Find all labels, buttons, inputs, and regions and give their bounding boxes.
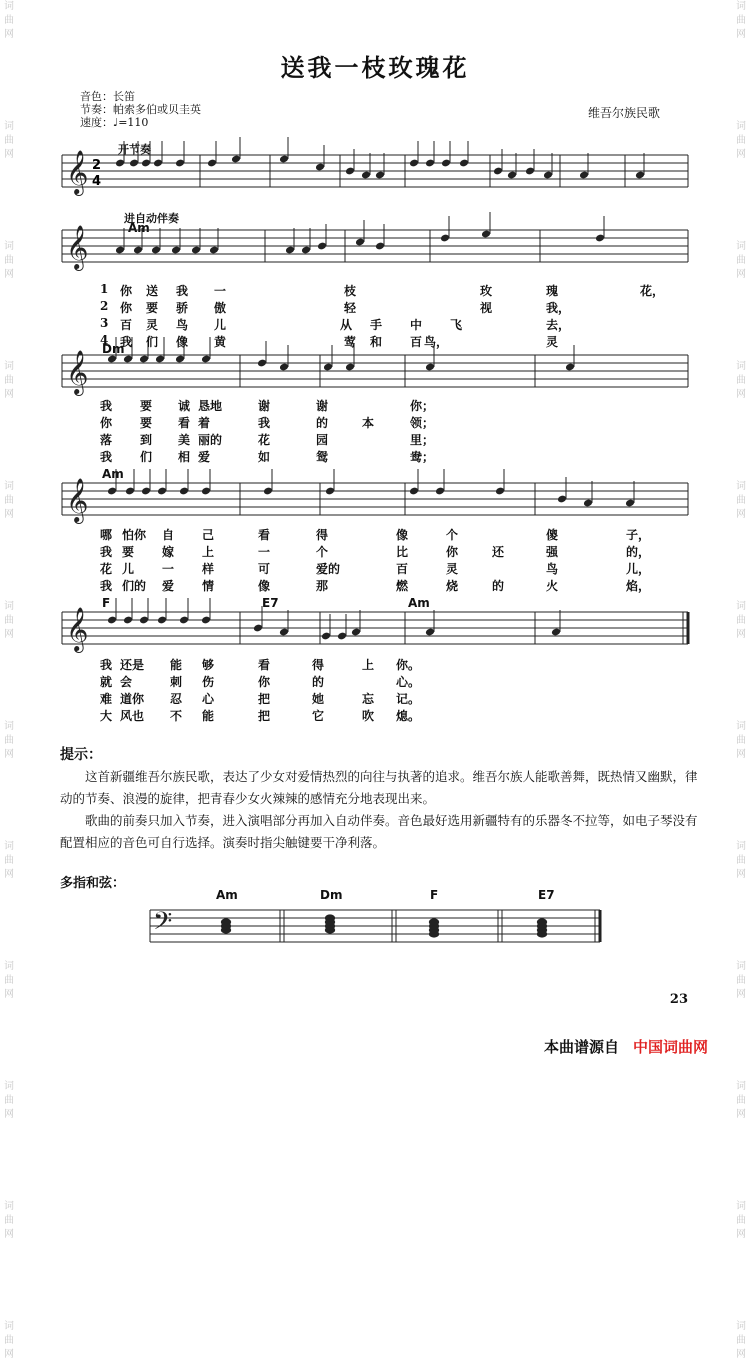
rhythm-label: 节奏：帕索多伯或贝圭英 <box>80 103 201 116</box>
page-number: 23 <box>669 992 688 1007</box>
lyric-word: 把 <box>258 709 271 723</box>
watermark-char: 词 <box>4 601 14 612</box>
watermark-char: 网 <box>736 989 746 1000</box>
lyric-line <box>100 316 680 332</box>
lyric-word: 把 <box>258 692 271 706</box>
watermark-char: 曲 <box>4 135 14 146</box>
watermark-char: 词 <box>4 1081 14 1092</box>
watermark-char: 网 <box>736 869 746 880</box>
lyric-word: 她 <box>312 692 325 706</box>
watermark-char: 词 <box>4 721 14 732</box>
time-signature-bottom: 4 <box>92 174 102 189</box>
lyric-word: 心 <box>202 692 215 706</box>
lyric-word: 我 <box>120 335 133 349</box>
lyric-line <box>100 526 680 542</box>
lyric-word: 玫 <box>480 284 493 298</box>
lyric-word: 鸯； <box>410 450 435 464</box>
lyric-word: 就 <box>100 675 113 689</box>
watermark-char: 网 <box>4 989 14 1000</box>
lyric-word: 我 <box>100 450 113 464</box>
watermark-char: 词 <box>736 121 746 132</box>
watermark-char: 网 <box>4 1349 14 1360</box>
lyric-line <box>100 707 680 723</box>
lyric-word: 儿 <box>122 562 135 576</box>
lyric-word: 里； <box>410 433 435 447</box>
treble-clef: 𝄞 <box>66 478 89 522</box>
lyric-word: 们 <box>140 450 153 464</box>
lyric-word: 可 <box>258 562 271 576</box>
lyric-word: 我， <box>546 301 571 315</box>
watermark-char: 网 <box>736 269 746 280</box>
watermark-char: 网 <box>736 29 746 40</box>
lyric-line <box>100 673 680 689</box>
lyric-word: 得 <box>316 528 329 542</box>
lyric-word: 莺 <box>344 335 357 349</box>
treble-clef: 𝄞 <box>66 350 89 394</box>
lyric-word: 个 <box>446 528 459 542</box>
lyric-word: 视 <box>480 301 493 315</box>
lyric-word: 要 <box>146 301 159 315</box>
instrument-label: 音色：长笛 <box>80 90 135 103</box>
watermark-char: 网 <box>4 389 14 400</box>
lyric-word: 们 <box>146 335 159 349</box>
watermark-char: 网 <box>4 629 14 640</box>
chord-chart-label-e7: E7 <box>538 888 555 902</box>
watermark-char: 网 <box>4 149 14 160</box>
lyric-word: 落 <box>100 433 113 447</box>
lyric-word: 己 <box>202 528 215 542</box>
watermark-char: 词 <box>4 1201 14 1212</box>
lyric-line <box>100 333 680 349</box>
watermark-char: 网 <box>4 29 14 40</box>
lyric-word: 我 <box>100 579 113 593</box>
watermark-char: 曲 <box>736 1215 746 1226</box>
lyric-word: 从 <box>340 318 353 332</box>
lyric-word: 爱的 <box>316 562 341 576</box>
lyric-word: 像 <box>396 528 409 542</box>
lyric-word: 一 <box>214 284 227 298</box>
lyric-word: 枝 <box>344 284 357 298</box>
lyric-word: 如 <box>258 450 271 464</box>
watermark-char: 曲 <box>4 375 14 386</box>
lyric-word: 谢 <box>258 399 271 413</box>
lyric-word: 百 <box>410 335 423 349</box>
lyric-line <box>100 299 680 315</box>
lyric-word: 你 <box>120 301 133 315</box>
lyric-word: 飞 <box>450 318 463 332</box>
chord-label-am: Am <box>128 221 150 235</box>
lyric-word: 中 <box>410 318 423 332</box>
lyric-word: 我 <box>100 658 113 672</box>
lyric-word: 手 <box>370 318 383 332</box>
lyric-line <box>100 543 680 559</box>
watermark-char: 词 <box>736 481 746 492</box>
watermark-char: 曲 <box>736 375 746 386</box>
lyric-word: 比 <box>396 545 409 559</box>
watermark-char: 曲 <box>4 495 14 506</box>
lyric-line <box>100 577 680 593</box>
lyric-word: 们的 <box>122 579 147 593</box>
watermark-char: 词 <box>736 361 746 372</box>
watermark-char: 网 <box>4 509 14 520</box>
watermark-char: 曲 <box>736 15 746 26</box>
lyric-word: 忘 <box>362 692 375 706</box>
source-site-link[interactable]: 中国词曲网 <box>632 1038 708 1056</box>
lyric-word: 那 <box>316 579 329 593</box>
watermark-char: 曲 <box>4 975 14 986</box>
watermark-group <box>4 1320 14 1362</box>
song-title: 送我一枝玫瑰花 <box>280 53 470 82</box>
watermark-group <box>4 1200 14 1242</box>
bass-clef: 𝄢 <box>153 907 173 942</box>
watermark-char: 曲 <box>4 15 14 26</box>
lyric-word: 骄 <box>176 301 189 315</box>
watermark-char: 曲 <box>4 1215 14 1226</box>
watermark-char: 网 <box>4 749 14 760</box>
lyric-word: 傻 <box>546 528 559 542</box>
watermark-char: 曲 <box>736 1095 746 1106</box>
lyric-word: 我 <box>258 416 271 430</box>
watermark-char: 词 <box>736 1 746 12</box>
watermark-char: 曲 <box>736 1335 746 1346</box>
lyric-word: 强 <box>546 545 559 559</box>
lyric-word: 我 <box>100 545 113 559</box>
lyric-word: 我 <box>100 399 113 413</box>
lyric-word: 要 <box>140 416 153 430</box>
lyric-line <box>100 656 680 672</box>
watermark-char: 词 <box>4 241 14 252</box>
lyric-word: 傲 <box>214 301 227 315</box>
lyric-word: 百 <box>120 318 133 332</box>
lyric-word: 鸟 <box>546 562 559 576</box>
lyric-word: 情 <box>202 579 215 593</box>
lyric-word: 的， <box>626 545 651 559</box>
lyric-word: 还 <box>492 545 505 559</box>
lyric-word: 燃 <box>396 579 409 593</box>
lyric-word: 上 <box>362 658 375 672</box>
lyric-word: 难 <box>100 692 113 706</box>
lyric-word: 3 <box>100 316 109 330</box>
lyric-word: 能 <box>170 658 183 672</box>
watermark-char: 网 <box>736 149 746 160</box>
lyric-word: 黄 <box>214 335 227 349</box>
lyric-word: 上 <box>202 545 215 559</box>
lyric-word: 美 <box>178 433 191 447</box>
lyric-word: 轻 <box>344 301 357 315</box>
lyric-word: 一 <box>258 545 271 559</box>
watermark-char: 词 <box>4 1 14 12</box>
lyric-word: 花， <box>640 284 665 298</box>
lyric-word: 吹 <box>362 709 375 723</box>
tips-paragraph-1: 这首新疆维吾尔族民歌，表达了少女对爱情热烈的向往与执著的追求。维吾尔族人能歌善舞，既热情又幽默，律动的节奏、浪漫的旋律，把青春少女火辣辣的感情充分地表现出来。 <box>60 769 698 806</box>
watermark-char: 网 <box>736 1229 746 1240</box>
watermark-char: 网 <box>736 1349 746 1360</box>
lyric-line <box>100 431 680 447</box>
lyric-line <box>100 414 680 430</box>
watermark-char: 网 <box>4 869 14 880</box>
lyric-line <box>100 448 680 464</box>
lyric-line <box>100 282 680 298</box>
chord-chart-label-am: Am <box>216 888 238 902</box>
lyric-word: 要 <box>140 399 153 413</box>
watermark-char: 词 <box>736 241 746 252</box>
lyric-word: 灵 <box>446 562 459 576</box>
watermark-char: 词 <box>4 121 14 132</box>
chord-label-am: Am <box>408 596 430 610</box>
lyric-word: 能 <box>202 709 215 723</box>
watermark-char: 曲 <box>736 135 746 146</box>
watermark-char: 词 <box>736 721 746 732</box>
lyric-word: 一 <box>162 562 175 576</box>
lyric-word: 刺 <box>170 675 183 689</box>
lyric-word: 熄。 <box>396 709 421 723</box>
watermark-char: 曲 <box>736 615 746 626</box>
lyric-word: 自 <box>162 528 175 542</box>
watermark-char: 词 <box>736 601 746 612</box>
chord-chart-label-dm: Dm <box>320 888 343 902</box>
lyric-word: 焰， <box>626 579 651 593</box>
lyric-word: 本 <box>362 416 375 430</box>
chords-heading: 多指和弦： <box>60 876 126 891</box>
lyric-word: 不 <box>170 709 183 723</box>
watermark-char: 网 <box>736 509 746 520</box>
watermark-char: 网 <box>736 749 746 760</box>
chord-note-head <box>325 914 335 921</box>
time-signature-top: 2 <box>92 158 102 173</box>
lyric-word: 百 <box>396 562 409 576</box>
source-credit[interactable] <box>544 1036 708 1057</box>
watermark-char: 词 <box>4 841 14 852</box>
song-origin: 维吾尔族民歌 <box>587 106 660 120</box>
lyric-word: 到 <box>140 433 153 447</box>
lyric-word: 子， <box>626 528 651 542</box>
watermark-group <box>736 1200 746 1242</box>
lyric-word: 道你 <box>120 692 145 706</box>
lyric-word: 瑰 <box>546 284 559 298</box>
lyric-word: 你 <box>120 284 133 298</box>
lyric-word: 鸟 <box>176 318 189 332</box>
watermark-char: 曲 <box>736 495 746 506</box>
lyric-word: 伤 <box>202 675 215 689</box>
lyric-word: 的 <box>316 416 329 430</box>
lyric-word: 风也 <box>120 709 145 723</box>
lyric-word: 你 <box>258 675 271 689</box>
lyric-word: 1 <box>100 282 109 296</box>
watermark-group <box>4 1080 14 1122</box>
watermark-char: 网 <box>736 1109 746 1120</box>
lyric-word: 鸳 <box>316 450 329 464</box>
watermark-char: 词 <box>736 1321 746 1332</box>
watermark-char: 词 <box>736 1201 746 1212</box>
lyric-word: 的 <box>312 675 325 689</box>
lyric-line <box>100 690 680 706</box>
lyric-word: 火 <box>546 579 559 593</box>
watermark-char: 词 <box>4 1321 14 1332</box>
lyric-word: 还是 <box>120 658 145 672</box>
accompaniment-label: 进自动伴奏 <box>124 212 179 225</box>
watermark-char: 曲 <box>4 735 14 746</box>
watermark-char: 曲 <box>736 975 746 986</box>
watermark-char: 网 <box>736 629 746 640</box>
lyric-word: 的 <box>492 579 505 593</box>
chord-note-head <box>221 918 231 925</box>
lyric-word: 记。 <box>396 692 421 706</box>
prelude-label: 开节奏 <box>118 143 151 156</box>
lyric-word: 花 <box>100 562 113 576</box>
lyric-word: 看 <box>258 658 271 672</box>
lyric-word: 哪 <box>100 528 113 542</box>
lyric-word: 心。 <box>396 675 421 689</box>
lyric-word: 领； <box>410 416 435 430</box>
watermark-char: 曲 <box>4 1335 14 1346</box>
lyric-word: 样 <box>202 562 215 576</box>
lyric-word: 4 <box>100 333 109 347</box>
lyric-word: 相 <box>178 450 191 464</box>
lyric-word: 你 <box>446 545 459 559</box>
watermark-char: 曲 <box>4 1095 14 1106</box>
lyric-word: 像 <box>176 335 189 349</box>
lyric-word: 你。 <box>396 658 421 672</box>
lyric-word: 丽的 <box>198 433 223 447</box>
lyric-word: 着 <box>198 416 211 430</box>
watermark-char: 曲 <box>4 615 14 626</box>
watermark-char: 网 <box>4 269 14 280</box>
lyric-word: 园 <box>316 433 329 447</box>
lyric-word: 怕你 <box>122 528 147 542</box>
lyric-word: 儿， <box>626 562 651 576</box>
lyric-word: 你； <box>410 399 435 413</box>
lyric-word: 送 <box>146 284 159 298</box>
watermark-char: 词 <box>736 961 746 972</box>
lyric-word: 去， <box>546 318 571 332</box>
lyric-word: 我 <box>176 284 189 298</box>
watermark-char: 曲 <box>4 255 14 266</box>
lyric-word: 它 <box>312 709 325 723</box>
lyric-word: 灵 <box>146 318 159 332</box>
watermark-char: 网 <box>4 1109 14 1120</box>
lyric-line <box>100 397 680 413</box>
lyric-word: 得 <box>312 658 325 672</box>
watermark-char: 曲 <box>4 855 14 866</box>
treble-clef: 𝄞 <box>66 225 89 269</box>
lyric-word: 鸟， <box>424 335 449 349</box>
chord-label-e7: E7 <box>262 596 279 610</box>
watermark-char: 词 <box>736 841 746 852</box>
chord-label-dm: Dm <box>102 342 125 356</box>
watermark-char: 词 <box>4 361 14 372</box>
tips-paragraph-2: 歌曲的前奏只加入节奏，进入演唱部分再加入自动伴奏。音色最好选用新疆特有的乐器冬不拉等，如电子琴没有配置相应的音色可自行选择。演奏时指尖触键要干净利落。 <box>60 813 698 850</box>
lyric-word: 2 <box>100 299 109 313</box>
watermark-char: 曲 <box>736 735 746 746</box>
lyric-word: 看 <box>178 416 191 430</box>
lyric-word: 和 <box>370 335 383 349</box>
lyric-word: 诚 <box>178 399 191 413</box>
lyric-word: 要 <box>122 545 135 559</box>
watermark-char: 词 <box>4 481 14 492</box>
lyric-word: 够 <box>202 658 215 672</box>
lyric-word: 花 <box>258 433 271 447</box>
tips-text <box>60 766 700 854</box>
lyric-word: 你 <box>100 416 113 430</box>
lyric-word: 儿 <box>214 318 227 332</box>
treble-clef: 𝄞 <box>66 150 89 194</box>
chord-note-head <box>429 918 439 925</box>
watermark-char: 词 <box>4 961 14 972</box>
lyric-word: 个 <box>316 545 329 559</box>
chord-label-f: F <box>102 596 111 610</box>
lyric-word: 像 <box>258 579 271 593</box>
source-text: 本曲谱源自 <box>543 1038 619 1056</box>
watermark-char: 网 <box>4 1229 14 1240</box>
lyric-word: 恳地 <box>198 399 223 413</box>
chord-label-am: Am <box>102 467 124 481</box>
tips-heading: 提示： <box>60 747 102 763</box>
lyric-word: 谢 <box>316 399 329 413</box>
treble-clef: 𝄞 <box>66 607 89 651</box>
lyric-word: 爱 <box>162 579 175 593</box>
lyric-word: 忍 <box>170 692 183 706</box>
watermark-char: 词 <box>736 1081 746 1092</box>
watermark-group <box>736 1080 746 1122</box>
tempo-label: 速度：♩=110 <box>80 116 149 129</box>
chord-chart-label-f: F <box>430 888 439 902</box>
watermark-char: 网 <box>736 389 746 400</box>
watermark-char: 曲 <box>736 255 746 266</box>
lyric-word: 爱 <box>198 450 211 464</box>
lyric-word: 大 <box>100 709 113 723</box>
watermark-group <box>736 1320 746 1362</box>
lyric-line <box>100 560 680 576</box>
lyric-word: 会 <box>120 675 133 689</box>
watermark-char: 曲 <box>736 855 746 866</box>
lyric-word: 嫁 <box>162 545 175 559</box>
lyric-word: 烧 <box>446 579 459 593</box>
lyric-word: 灵 <box>546 335 559 349</box>
chord-note-head <box>537 918 547 925</box>
lyric-word: 看 <box>258 528 271 542</box>
